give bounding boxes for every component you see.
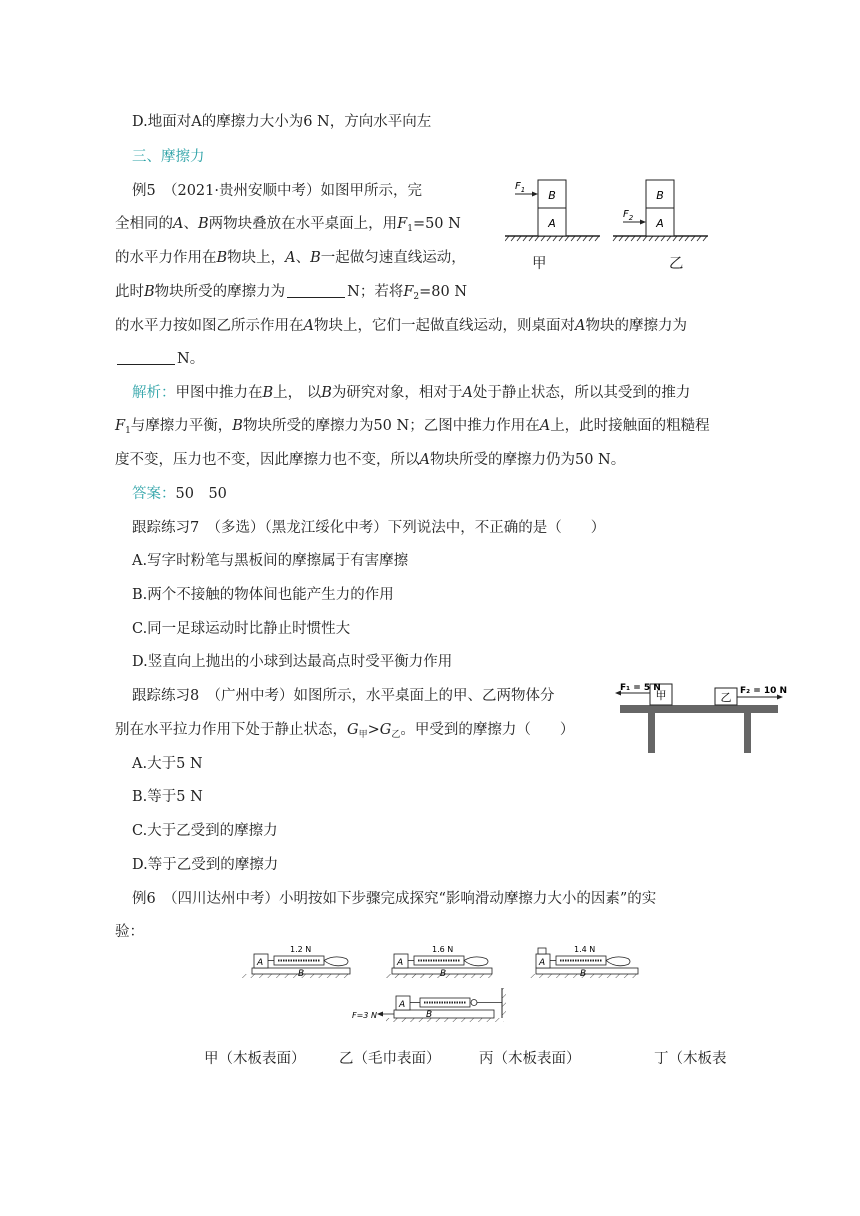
ex5-jia-label-a: A bbox=[548, 217, 556, 230]
p8-table-leg-right bbox=[744, 713, 751, 753]
p8-block-jia-label: 甲 bbox=[655, 689, 667, 702]
ex6-stem-line2: 验： bbox=[115, 924, 144, 940]
svg-text:B: B bbox=[426, 1010, 433, 1020]
ex5-caption-jia: 甲 bbox=[532, 256, 547, 272]
p8-table-figure bbox=[612, 680, 787, 755]
analysis-line3: 度不变，压力也不变，因此摩擦力也不变，所以A物块所受的摩擦力仍为50 N。 bbox=[115, 452, 626, 468]
p8-option-a[interactable]: A.大于5 N bbox=[132, 756, 203, 772]
svg-text:B: B bbox=[580, 969, 587, 979]
p8-f2-label: F₂ = 10 N bbox=[740, 686, 787, 696]
p7-option-d[interactable]: D.竖直向上抛出的小球到达最高点时受平衡力作用 bbox=[132, 654, 453, 670]
p7-stem: 跟踪练习7 （多选）（黑龙江绥化中考）下列说法中，不正确的是（ ） bbox=[132, 520, 606, 536]
setup-bing bbox=[530, 946, 638, 979]
ex5-caption-yi: 乙 bbox=[669, 256, 684, 272]
ex5-f1-label: $F_1$ bbox=[515, 181, 526, 194]
svg-text:B: B bbox=[440, 969, 447, 979]
answer-line: 答案：50 50 bbox=[132, 486, 227, 502]
ex5-yi-label-a: A bbox=[656, 217, 664, 230]
p8-table-leg-left bbox=[648, 713, 655, 753]
p8-option-b[interactable]: B.等于5 N bbox=[132, 789, 203, 805]
section-heading: 三、摩擦力 bbox=[132, 149, 205, 165]
analysis-line1: 解析：甲图中推力在B上， 以B为研究对象，相对于A处于静止状态，所以其受到的推力 bbox=[132, 385, 691, 401]
svg-text:F=3 N: F=3 N bbox=[352, 1011, 377, 1020]
setup-jia bbox=[242, 946, 350, 979]
p8-option-d[interactable]: D.等于乙受到的摩擦力 bbox=[132, 857, 279, 873]
svg-text:A: A bbox=[399, 1000, 406, 1010]
ex5-line2: 全相同的A、B两物块叠放在水平桌面上，用$F_1=50$ N bbox=[115, 216, 461, 234]
setup-yi bbox=[384, 946, 492, 979]
ex5-line3: 的水平力作用在B物块上，A、B一起做匀速直线运动， bbox=[115, 250, 466, 266]
ex6-caption-yi: 乙（毛巾表面） bbox=[339, 1051, 441, 1067]
p8-stem-line2: 别在水平拉力作用下处于静止状态，$G_甲>G_乙$。甲受到的摩擦力（ ） bbox=[115, 722, 575, 740]
ex5-line6: N。 bbox=[115, 349, 204, 369]
ex5-line5: 的水平力按如图乙所示作用在A物块上，它们一起做直线运动，则桌面对A物块的摩擦力为 bbox=[115, 318, 687, 334]
analysis-line2: $F_1$与摩擦力平衡，B物块所受的摩擦力为50 N；乙图中推力作用在A上，此时接触面的粗糙程 bbox=[115, 418, 710, 436]
setup-ding bbox=[352, 988, 506, 1022]
p7-option-a[interactable]: A.写字时粉笔与黑板间的摩擦属于有害摩擦 bbox=[132, 553, 409, 569]
svg-text:B: B bbox=[298, 969, 305, 979]
svg-text:1.2 N: 1.2 N bbox=[290, 946, 312, 954]
ex6-stem-line1: 例6 （四川达州中考）小明按如下步骤完成探究“影响滑动摩擦力大小的因素”的实 bbox=[132, 891, 657, 907]
p8-table-top bbox=[620, 705, 778, 713]
answer-blank-2[interactable] bbox=[117, 350, 175, 365]
p8-stem-line1: 跟踪练习8 （广州中考）如图所示，水平桌面上的甲、乙两物体分 bbox=[132, 688, 555, 704]
svg-text:1.4 N: 1.4 N bbox=[574, 946, 596, 954]
ex6-figure bbox=[240, 946, 645, 1036]
ex6-caption-ding: 丁（木板表 bbox=[654, 1051, 727, 1067]
answer-blank-1[interactable] bbox=[287, 283, 345, 298]
ex5-yi-label-b: B bbox=[656, 189, 664, 202]
svg-text:A: A bbox=[539, 958, 546, 968]
p8-f1-label: F₁ = 5 N bbox=[620, 683, 661, 693]
p7-option-c[interactable]: C.同一足球运动时比静止时惯性大 bbox=[132, 621, 351, 637]
ex5-f2-label: $F_2$ bbox=[623, 209, 634, 222]
p8-option-c[interactable]: C.大于乙受到的摩擦力 bbox=[132, 823, 278, 839]
p7-option-b[interactable]: B.两个不接触的物体间也能产生力的作用 bbox=[132, 587, 394, 603]
ex6-caption-jia: 甲（木板表面） bbox=[204, 1051, 306, 1067]
p8-block-yi-label: 乙 bbox=[720, 691, 732, 704]
ex5-jia-label-b: B bbox=[548, 189, 556, 202]
svg-text:1.6 N: 1.6 N bbox=[432, 946, 454, 954]
ex6-caption-bing: 丙（木板表面） bbox=[479, 1051, 581, 1067]
svg-text:A: A bbox=[257, 958, 264, 968]
ex5-line1: 例5 （2021·贵州安顺中考）如图甲所示，完 bbox=[132, 183, 422, 199]
option-d-prev: D.地面对A的摩擦力大小为6 N，方向水平向左 bbox=[132, 114, 432, 130]
ex5-line4: 此时B物块所受的摩擦力为 N；若将$F_2=80$ N bbox=[115, 284, 468, 302]
svg-text:A: A bbox=[397, 958, 404, 968]
